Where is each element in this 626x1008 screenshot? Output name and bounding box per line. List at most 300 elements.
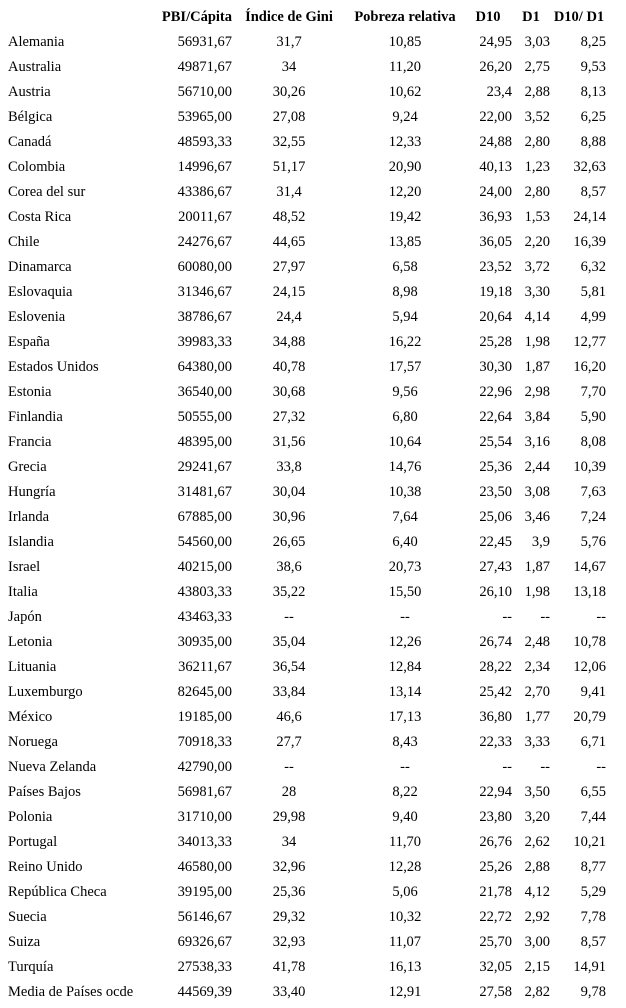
cell-gini-index: -- bbox=[284, 609, 294, 625]
cell-d10-d1-ratio: 5,90 bbox=[580, 409, 606, 425]
cell-d10-d1-ratio: 5,76 bbox=[580, 534, 606, 550]
cell-d10-d1-ratio: 12,77 bbox=[573, 334, 606, 350]
cell-relative-poverty: -- bbox=[400, 609, 410, 625]
cell-pbi-per-capita: 24276,67 bbox=[177, 234, 232, 250]
cell-pbi-per-capita: 30935,00 bbox=[177, 634, 232, 650]
cell-d10: 22,00 bbox=[479, 109, 512, 125]
cell-d10-d1-ratio: 24,14 bbox=[573, 209, 606, 225]
cell-country: Eslovaquia bbox=[8, 284, 73, 300]
cell-gini-index: 24,15 bbox=[272, 284, 306, 300]
cell-relative-poverty: 11,20 bbox=[388, 59, 422, 75]
cell-relative-poverty: 16,22 bbox=[388, 334, 422, 350]
cell-d10-d1-ratio: 4,99 bbox=[580, 309, 606, 325]
cell-relative-poverty: 12,26 bbox=[388, 634, 422, 650]
cell-d1: 2,70 bbox=[524, 684, 550, 700]
cell-gini-index: 44,65 bbox=[272, 234, 306, 250]
table-row bbox=[8, 205, 620, 230]
cell-d10: 40,13 bbox=[479, 159, 512, 175]
header-pbi-per-capita: PBI/Cápita bbox=[161, 9, 232, 25]
cell-gini-index: 34,88 bbox=[272, 334, 306, 350]
cell-d1: 3,20 bbox=[524, 809, 550, 825]
cell-d10-d1-ratio: 8,57 bbox=[580, 184, 606, 200]
table-row bbox=[8, 230, 620, 255]
cell-d10-d1-ratio: 8,25 bbox=[580, 34, 606, 50]
cell-d10-d1-ratio: 10,21 bbox=[573, 834, 606, 850]
cell-pbi-per-capita: 39195,00 bbox=[177, 884, 232, 900]
table-row bbox=[8, 130, 620, 155]
cell-relative-poverty: 12,84 bbox=[388, 659, 422, 675]
cell-relative-poverty: 17,13 bbox=[388, 709, 422, 725]
cell-country: México bbox=[8, 709, 53, 725]
cell-gini-index: 30,26 bbox=[272, 84, 306, 100]
cell-d10-d1-ratio: 9,53 bbox=[580, 59, 606, 75]
cell-country: Finlandia bbox=[8, 409, 63, 425]
cell-relative-poverty: 15,50 bbox=[388, 584, 422, 600]
cell-gini-index: 33,40 bbox=[272, 984, 306, 1000]
cell-pbi-per-capita: 27538,33 bbox=[177, 959, 232, 975]
cell-pbi-per-capita: 56931,67 bbox=[177, 34, 232, 50]
cell-d10: 27,43 bbox=[479, 559, 512, 575]
cell-country: Portugal bbox=[8, 834, 58, 850]
cell-d1: 1,77 bbox=[524, 709, 550, 725]
cell-pbi-per-capita: 82645,00 bbox=[177, 684, 232, 700]
cell-d10: 20,64 bbox=[479, 309, 512, 325]
cell-gini-index: -- bbox=[284, 759, 294, 775]
cell-country: Italia bbox=[8, 584, 38, 600]
cell-d1: 2,48 bbox=[524, 634, 550, 650]
cell-pbi-per-capita: 70918,33 bbox=[177, 734, 232, 750]
table-header-row bbox=[8, 5, 620, 30]
cell-country: Corea del sur bbox=[8, 184, 86, 200]
cell-country: República Checa bbox=[8, 884, 107, 900]
cell-d10: 36,93 bbox=[479, 209, 512, 225]
cell-d1: 3,00 bbox=[524, 934, 550, 950]
cell-gini-index: 30,96 bbox=[272, 509, 306, 525]
table-row bbox=[8, 805, 620, 830]
cell-country: Países Bajos bbox=[8, 784, 81, 800]
cell-d10: 25,54 bbox=[479, 434, 512, 450]
header-relative-poverty: Pobreza relativa bbox=[354, 9, 456, 25]
table-row bbox=[8, 830, 620, 855]
cell-d1: 2,34 bbox=[524, 659, 550, 675]
cell-pbi-per-capita: 50555,00 bbox=[177, 409, 232, 425]
table-row bbox=[8, 905, 620, 930]
cell-country: Irlanda bbox=[8, 509, 50, 525]
cell-gini-index: 46,6 bbox=[276, 709, 302, 725]
table-row bbox=[8, 280, 620, 305]
header-gini-index: Índice de Gini bbox=[245, 9, 333, 25]
cell-gini-index: 29,32 bbox=[272, 909, 306, 925]
cell-d1: 2,88 bbox=[524, 859, 550, 875]
cell-gini-index: 27,32 bbox=[272, 409, 306, 425]
cell-d1: 3,16 bbox=[524, 434, 550, 450]
cell-country: Francia bbox=[8, 434, 52, 450]
table-row bbox=[8, 705, 620, 730]
cell-pbi-per-capita: 60080,00 bbox=[177, 259, 232, 275]
cell-d1: 1,98 bbox=[524, 584, 550, 600]
cell-d10-d1-ratio: 6,55 bbox=[580, 784, 606, 800]
cell-relative-poverty: 11,07 bbox=[388, 934, 422, 950]
cell-d1: 4,14 bbox=[524, 309, 550, 325]
cell-gini-index: 33,8 bbox=[276, 459, 302, 475]
cell-d10-d1-ratio: 10,39 bbox=[573, 459, 606, 475]
cell-relative-poverty: 10,62 bbox=[388, 84, 422, 100]
table-row bbox=[8, 105, 620, 130]
cell-d1: 2,98 bbox=[524, 384, 550, 400]
cell-pbi-per-capita: 48593,33 bbox=[177, 134, 232, 150]
table-row bbox=[8, 30, 620, 55]
cell-pbi-per-capita: 56710,00 bbox=[177, 84, 232, 100]
cell-d10-d1-ratio: 14,67 bbox=[573, 559, 606, 575]
cell-d10: 22,33 bbox=[479, 734, 512, 750]
cell-d10: 26,76 bbox=[479, 834, 512, 850]
cell-d10: -- bbox=[502, 609, 512, 625]
cell-d10-d1-ratio: 16,20 bbox=[573, 359, 606, 375]
cell-gini-index: 36,54 bbox=[272, 659, 306, 675]
cell-d1: 1,98 bbox=[524, 334, 550, 350]
cell-pbi-per-capita: 56146,67 bbox=[177, 909, 232, 925]
cell-d10: 30,30 bbox=[479, 359, 512, 375]
cell-gini-index: 35,04 bbox=[272, 634, 306, 650]
cell-country: Media de Países ocde bbox=[8, 984, 134, 1000]
cell-pbi-per-capita: 43463,33 bbox=[177, 609, 232, 625]
table-row bbox=[8, 505, 620, 530]
table-row bbox=[8, 780, 620, 805]
cell-gini-index: 27,7 bbox=[276, 734, 302, 750]
cell-country: Suiza bbox=[8, 934, 41, 950]
table-row bbox=[8, 355, 620, 380]
table-row bbox=[8, 380, 620, 405]
cell-pbi-per-capita: 54560,00 bbox=[177, 534, 232, 550]
cell-gini-index: 28 bbox=[281, 784, 297, 800]
table-row bbox=[8, 980, 620, 1005]
cell-pbi-per-capita: 36540,00 bbox=[177, 384, 232, 400]
cell-country: Costa Rica bbox=[8, 209, 72, 225]
cell-relative-poverty: 10,64 bbox=[388, 434, 422, 450]
cell-relative-poverty: 19,42 bbox=[388, 209, 422, 225]
cell-relative-poverty: 8,22 bbox=[392, 784, 418, 800]
cell-relative-poverty: 10,38 bbox=[388, 484, 422, 500]
cell-relative-poverty: 16,13 bbox=[388, 959, 422, 975]
cell-country: Chile bbox=[8, 234, 40, 250]
cell-d10-d1-ratio: -- bbox=[596, 759, 606, 775]
cell-gini-index: 51,17 bbox=[272, 159, 306, 175]
cell-d10: 22,45 bbox=[479, 534, 512, 550]
cell-relative-poverty: 9,56 bbox=[392, 384, 418, 400]
cell-d10: 26,20 bbox=[479, 59, 512, 75]
table-row bbox=[8, 555, 620, 580]
cell-d1: 3,08 bbox=[524, 484, 550, 500]
cell-relative-poverty: 20,73 bbox=[388, 559, 422, 575]
cell-d10-d1-ratio: 16,39 bbox=[573, 234, 606, 250]
cell-relative-poverty: 8,43 bbox=[392, 734, 418, 750]
cell-gini-index: 33,84 bbox=[272, 684, 306, 700]
cell-d10: 24,00 bbox=[479, 184, 512, 200]
cell-gini-index: 34 bbox=[281, 834, 297, 850]
cell-d10: 24,95 bbox=[479, 34, 512, 50]
table-row bbox=[8, 930, 620, 955]
table-row bbox=[8, 955, 620, 980]
cell-country: Israel bbox=[8, 559, 41, 575]
cell-d10: 25,26 bbox=[479, 859, 512, 875]
table-row bbox=[8, 605, 620, 630]
header-d10-d1-ratio: D10/ D1 bbox=[553, 9, 605, 25]
cell-country: Japón bbox=[8, 609, 42, 625]
cell-relative-poverty: 13,85 bbox=[388, 234, 422, 250]
cell-relative-poverty: 20,90 bbox=[388, 159, 422, 175]
cell-d1: 3,46 bbox=[524, 509, 550, 525]
cell-pbi-per-capita: 20011,67 bbox=[178, 209, 232, 225]
cell-d10-d1-ratio: 5,81 bbox=[580, 284, 606, 300]
cell-gini-index: 30,68 bbox=[272, 384, 306, 400]
cell-d10-d1-ratio: 32,63 bbox=[573, 159, 606, 175]
cell-pbi-per-capita: 64380,00 bbox=[177, 359, 232, 375]
cell-country: Islandia bbox=[8, 534, 54, 550]
table-row bbox=[8, 155, 620, 180]
cell-d10: 25,70 bbox=[479, 934, 512, 950]
cell-pbi-per-capita: 42790,00 bbox=[177, 759, 232, 775]
table-row bbox=[8, 630, 620, 655]
cell-pbi-per-capita: 39983,33 bbox=[177, 334, 232, 350]
cell-d1: 3,9 bbox=[531, 534, 550, 550]
cell-d1: 3,30 bbox=[524, 284, 550, 300]
cell-d1: 2,92 bbox=[524, 909, 550, 925]
cell-d1: 2,15 bbox=[524, 959, 550, 975]
cell-relative-poverty: 5,94 bbox=[392, 309, 418, 325]
cell-d10: -- bbox=[502, 759, 512, 775]
cell-d10: 22,64 bbox=[479, 409, 512, 425]
cell-d1: -- bbox=[540, 609, 550, 625]
cell-pbi-per-capita: 46580,00 bbox=[177, 859, 232, 875]
cell-country: Lituania bbox=[8, 659, 57, 675]
cell-pbi-per-capita: 31710,00 bbox=[177, 809, 232, 825]
cell-d10: 22,96 bbox=[479, 384, 512, 400]
cell-gini-index: 38,6 bbox=[276, 559, 302, 575]
cell-d10: 36,80 bbox=[479, 709, 512, 725]
cell-relative-poverty: 12,33 bbox=[388, 134, 422, 150]
cell-d10-d1-ratio: 9,78 bbox=[580, 984, 606, 1000]
cell-d10: 25,06 bbox=[479, 509, 512, 525]
cell-d10: 36,05 bbox=[479, 234, 512, 250]
cell-d10-d1-ratio: 8,08 bbox=[580, 434, 606, 450]
cell-d10-d1-ratio: 5,29 bbox=[580, 884, 606, 900]
cell-d10: 19,18 bbox=[479, 284, 512, 300]
table-body bbox=[8, 30, 620, 1005]
cell-pbi-per-capita: 69326,67 bbox=[177, 934, 232, 950]
cell-country: Letonia bbox=[8, 634, 53, 650]
cell-d1: 2,88 bbox=[524, 84, 550, 100]
cell-pbi-per-capita: 67885,00 bbox=[177, 509, 232, 525]
table-row bbox=[8, 755, 620, 780]
cell-d1: 2,20 bbox=[524, 234, 550, 250]
cell-d10-d1-ratio: -- bbox=[596, 609, 606, 625]
cell-relative-poverty: 11,70 bbox=[388, 834, 422, 850]
cell-country: Eslovenia bbox=[8, 309, 66, 325]
cell-d10: 23,80 bbox=[479, 809, 512, 825]
table-row bbox=[8, 255, 620, 280]
cell-d1: 1,53 bbox=[524, 209, 550, 225]
table-row bbox=[8, 855, 620, 880]
cell-country: Colombia bbox=[8, 159, 66, 175]
cell-pbi-per-capita: 36211,67 bbox=[178, 659, 232, 675]
table-row bbox=[8, 580, 620, 605]
cell-d10: 32,05 bbox=[479, 959, 512, 975]
cell-pbi-per-capita: 38786,67 bbox=[177, 309, 232, 325]
cell-d10-d1-ratio: 14,91 bbox=[573, 959, 606, 975]
cell-d1: 2,75 bbox=[524, 59, 550, 75]
cell-gini-index: 32,96 bbox=[272, 859, 306, 875]
cell-d10-d1-ratio: 8,77 bbox=[580, 859, 606, 875]
cell-d10-d1-ratio: 8,88 bbox=[580, 134, 606, 150]
cell-country: Turquía bbox=[8, 959, 54, 975]
cell-relative-poverty: 8,98 bbox=[392, 284, 418, 300]
table-row bbox=[8, 330, 620, 355]
cell-d10: 28,22 bbox=[479, 659, 512, 675]
cell-d10-d1-ratio: 6,32 bbox=[580, 259, 606, 275]
cell-gini-index: 26,65 bbox=[272, 534, 306, 550]
header-d1: D1 bbox=[522, 9, 540, 25]
cell-d1: 4,12 bbox=[524, 884, 550, 900]
cell-pbi-per-capita: 49871,67 bbox=[177, 59, 232, 75]
cell-country: Polonia bbox=[8, 809, 53, 825]
cell-d10-d1-ratio: 7,63 bbox=[580, 484, 606, 500]
cell-relative-poverty: 6,40 bbox=[392, 534, 418, 550]
table-row bbox=[8, 655, 620, 680]
cell-country: Hungría bbox=[8, 484, 56, 500]
cell-relative-poverty: 10,32 bbox=[388, 909, 422, 925]
cell-country: Canadá bbox=[8, 134, 52, 150]
cell-d10: 23,50 bbox=[479, 484, 512, 500]
cell-d10: 25,28 bbox=[479, 334, 512, 350]
cell-country: Grecia bbox=[8, 459, 47, 475]
cell-d10-d1-ratio: 10,78 bbox=[573, 634, 606, 650]
cell-pbi-per-capita: 48395,00 bbox=[177, 434, 232, 450]
table-row bbox=[8, 680, 620, 705]
cell-relative-poverty: 7,64 bbox=[392, 509, 418, 525]
cell-relative-poverty: 10,85 bbox=[388, 34, 422, 50]
cell-pbi-per-capita: 43803,33 bbox=[177, 584, 232, 600]
cell-relative-poverty: 5,06 bbox=[392, 884, 418, 900]
cell-pbi-per-capita: 56981,67 bbox=[177, 784, 232, 800]
cell-d10: 25,42 bbox=[479, 684, 512, 700]
cell-country: Reino Unido bbox=[8, 859, 83, 875]
cell-d1: 3,84 bbox=[524, 409, 550, 425]
cell-d1: 2,44 bbox=[524, 459, 550, 475]
cell-relative-poverty: 12,91 bbox=[388, 984, 422, 1000]
cell-d10: 27,58 bbox=[479, 984, 512, 1000]
cell-gini-index: 41,78 bbox=[272, 959, 306, 975]
cell-d10-d1-ratio: 13,18 bbox=[573, 584, 606, 600]
cell-d1: -- bbox=[540, 759, 550, 775]
cell-relative-poverty: 9,24 bbox=[392, 109, 418, 125]
cell-gini-index: 25,36 bbox=[272, 884, 306, 900]
cell-gini-index: 32,55 bbox=[272, 134, 306, 150]
cell-country: Alemania bbox=[8, 34, 65, 50]
cell-relative-poverty: 17,57 bbox=[388, 359, 422, 375]
cell-pbi-per-capita: 14996,67 bbox=[177, 159, 232, 175]
cell-d10-d1-ratio: 7,44 bbox=[580, 809, 606, 825]
cell-d10: 23,52 bbox=[479, 259, 512, 275]
cell-d1: 2,80 bbox=[524, 134, 550, 150]
table-row bbox=[8, 730, 620, 755]
cell-country: Suecia bbox=[8, 909, 47, 925]
cell-gini-index: 31,4 bbox=[276, 184, 302, 200]
data-table bbox=[8, 5, 620, 1005]
cell-d10: 24,88 bbox=[479, 134, 512, 150]
cell-d10-d1-ratio: 6,25 bbox=[580, 109, 606, 125]
cell-d1: 1,87 bbox=[524, 359, 550, 375]
cell-gini-index: 27,97 bbox=[272, 259, 306, 275]
cell-d1: 1,23 bbox=[524, 159, 550, 175]
cell-d10-d1-ratio: 7,78 bbox=[580, 909, 606, 925]
cell-pbi-per-capita: 31481,67 bbox=[177, 484, 232, 500]
cell-d10-d1-ratio: 6,71 bbox=[580, 734, 606, 750]
cell-d10: 25,36 bbox=[479, 459, 512, 475]
cell-gini-index: 35,22 bbox=[272, 584, 306, 600]
cell-d10: 26,74 bbox=[479, 634, 512, 650]
cell-d1: 2,62 bbox=[524, 834, 550, 850]
cell-gini-index: 31,7 bbox=[276, 34, 302, 50]
cell-d1: 3,72 bbox=[524, 259, 550, 275]
cell-d10-d1-ratio: 9,41 bbox=[580, 684, 606, 700]
cell-relative-poverty: 14,76 bbox=[388, 459, 422, 475]
cell-d10: 26,10 bbox=[479, 584, 512, 600]
cell-country: Austria bbox=[8, 84, 51, 100]
cell-d1: 3,33 bbox=[524, 734, 550, 750]
header-country bbox=[8, 5, 150, 30]
table-row bbox=[8, 55, 620, 80]
cell-relative-poverty: 13,14 bbox=[388, 684, 422, 700]
cell-d10-d1-ratio: 7,24 bbox=[580, 509, 606, 525]
table-row bbox=[8, 530, 620, 555]
cell-relative-poverty: 12,20 bbox=[388, 184, 422, 200]
cell-relative-poverty: -- bbox=[400, 759, 410, 775]
cell-pbi-per-capita: 29241,67 bbox=[177, 459, 232, 475]
header-d10: D10 bbox=[475, 9, 501, 25]
cell-pbi-per-capita: 34013,33 bbox=[177, 834, 232, 850]
cell-d1: 1,87 bbox=[524, 559, 550, 575]
cell-relative-poverty: 6,80 bbox=[392, 409, 418, 425]
cell-gini-index: 30,04 bbox=[272, 484, 306, 500]
cell-d1: 3,52 bbox=[524, 109, 550, 125]
cell-country: Estonia bbox=[8, 384, 52, 400]
cell-country: Bélgica bbox=[8, 109, 53, 125]
cell-pbi-per-capita: 43386,67 bbox=[177, 184, 232, 200]
cell-gini-index: 40,78 bbox=[272, 359, 306, 375]
cell-d10-d1-ratio: 12,06 bbox=[573, 659, 606, 675]
cell-relative-poverty: 6,58 bbox=[392, 259, 418, 275]
table-row bbox=[8, 405, 620, 430]
cell-d10-d1-ratio: 8,13 bbox=[580, 84, 606, 100]
cell-relative-poverty: 9,40 bbox=[392, 809, 418, 825]
table-row bbox=[8, 430, 620, 455]
table-row bbox=[8, 480, 620, 505]
table-row bbox=[8, 80, 620, 105]
table-row bbox=[8, 880, 620, 905]
table-row bbox=[8, 455, 620, 480]
cell-pbi-per-capita: 31346,67 bbox=[177, 284, 232, 300]
cell-d10: 23,4 bbox=[486, 84, 512, 100]
cell-pbi-per-capita: 40215,00 bbox=[177, 559, 232, 575]
cell-d10-d1-ratio: 8,57 bbox=[580, 934, 606, 950]
cell-country: Noruega bbox=[8, 734, 58, 750]
cell-country: Dinamarca bbox=[8, 259, 72, 275]
cell-d1: 2,82 bbox=[524, 984, 550, 1000]
cell-d1: 3,03 bbox=[524, 34, 550, 50]
cell-gini-index: 27,08 bbox=[272, 109, 306, 125]
cell-d1: 3,50 bbox=[524, 784, 550, 800]
cell-country: España bbox=[8, 334, 50, 350]
